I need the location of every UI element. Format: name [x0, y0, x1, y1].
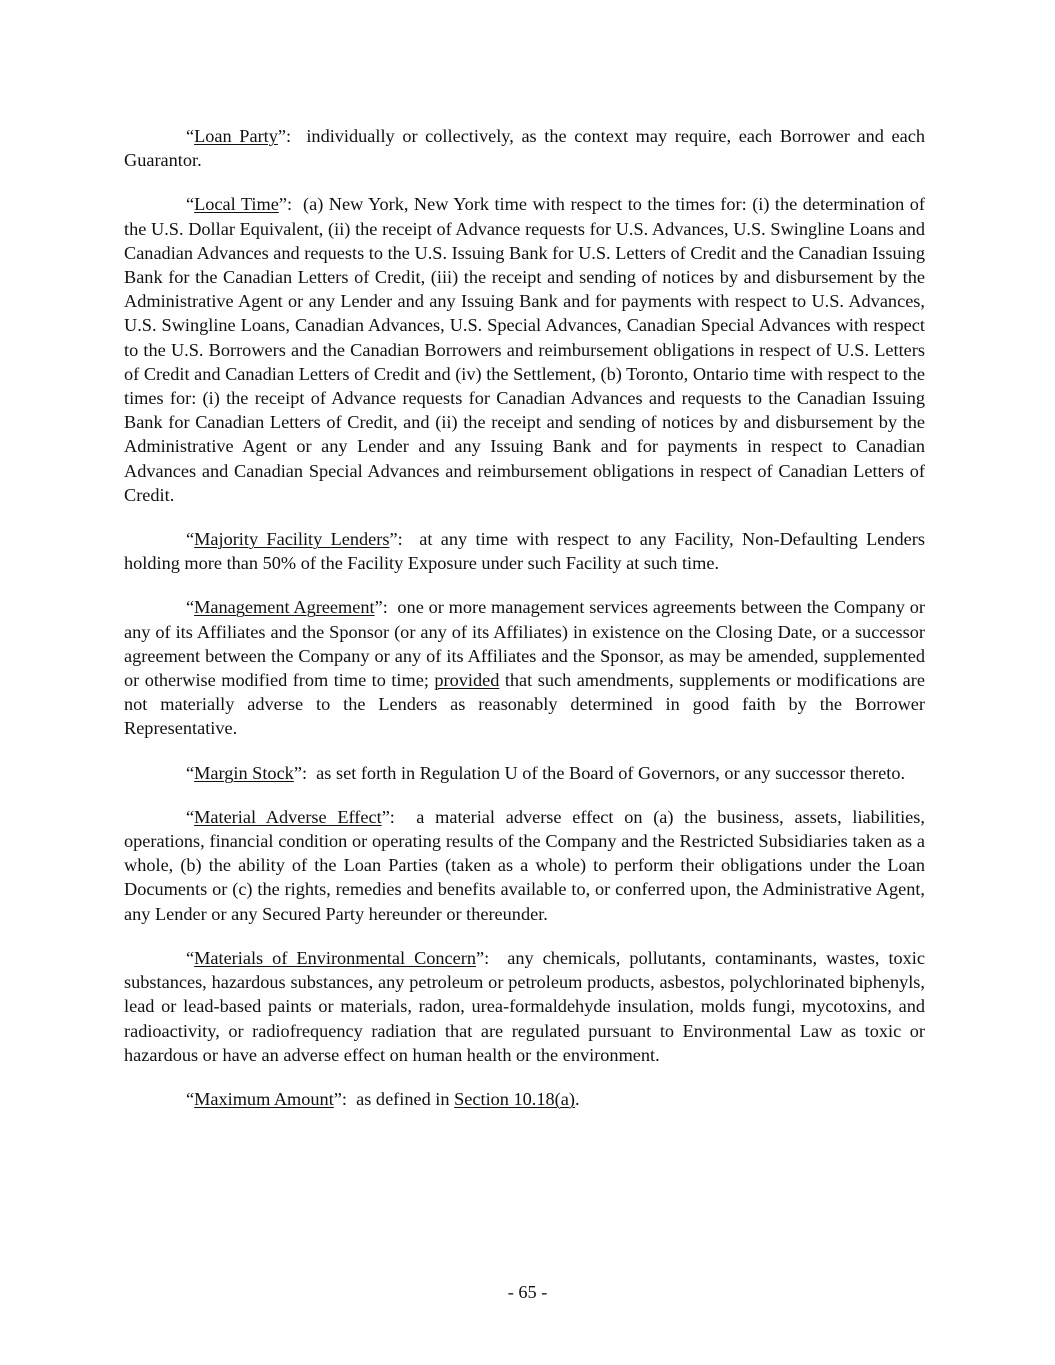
defined-term: Material Adverse Effect: [194, 806, 382, 827]
definition-text: as defined in: [356, 1088, 455, 1109]
definition-text: (a) New York, New York time with respect to the times for: (i) the determination of the U.S. Dollar Equivalent, (ii) the receipt of Advance requests for U.S. Advances, U.S. Swingline Loans and Canadian Advances and requests to the U.S. Issuing Bank for U.S. Letters of Credit and the Canadian Issuing Bank for the Canadian Letters of Credit, (iii) the receipt and sending of notices by and disbursement by the Administrative Agent or any Lender and any Issuing Bank and for payments with respect to U.S. Advances, U.S. Swingline Loans, Canadian Advances, U.S. Special Advances, Canadian Special Advances with respect to the U.S. Borrowers and the Canadian Borrowers and reimbursement obligations in respect of U.S. Letters of Credit and Canadian Letters of Credit and (iv) the Settlement, (b) Toronto, Ontario time with respect to the times for: (i) the receipt of Advance requests for Canadian Advances and requests to the Canadian Issuing Bank for Canadian Letters of Credit, and (ii) the receipt and sending of notices by and disbursement by the Administrative Agent or any Lender and any Issuing Bank and for payments in respect to Canadian Advances and Canadian Special Advances and reimbursement obligations in respect of Canadian Letters of Credit.: [124, 194, 925, 505]
definition-text: one or more management services agreements between the Company or any of its Affiliates and the Sponsor (or any of its Affiliates) in existence on the Closing Date, or a successor agreement between the Company or any of its Affiliates and the Sponsor, as may be amended, supplemented or otherwise modified from time to time;: [124, 597, 925, 691]
document-body: [124, 124, 925, 1131]
defined-term: Margin Stock: [194, 762, 294, 783]
definition-maximum-amount: “Maximum Amount”: as defined in Section 10.18(a).: [186, 1088, 580, 1109]
section-reference: Section 10.18(a): [454, 1088, 575, 1109]
definition-text: as set forth in Regulation U of the Board of Governors, or any successor thereto.: [316, 762, 906, 783]
definition-materials-of-environmental-concern: “Materials of Environmental Concern”: any chemicals, pollutants, contaminants, wastes, toxic substances, hazardous substances, any petroleum or petroleum products, asbestos, polychlorinated biphenyls, lead or lead-based paints or materials, radon, urea-formaldehyde insulation, molds fungi, mycotoxins, and radioactivity, or radiofrequency radiation that are regulated pursuant to Environmental Law as toxic or hazardous or have an adverse effect on human health or the environment.: [124, 947, 925, 1065]
defined-term: Local Time: [194, 194, 279, 215]
defined-term: Loan Party: [194, 126, 278, 146]
definition-local-time: “Local Time”: (a) New York, New York time with respect to the times for: (i) the determination of the U.S. Dollar Equivalent, (ii) the receipt of Advance requests for U.S. Advances, U.S. Swingline Loans and Canadian Advances and requests to the U.S. Issuing Bank for U.S. Letters of Credit and the Canadian Issuing Bank for the Canadian Letters of Credit, (iii) the receipt and sending of notices by and disbursement by the Administrative Agent or any Lender and any Issuing Bank and for payments with respect to U.S. Advances, U.S. Swingline Loans, Canadian Advances, U.S. Special Advances, Canadian Special Advances with respect to the U.S. Borrowers and the Canadian Borrowers and reimbursement obligations in respect of U.S. Letters of Credit and Canadian Letters of Credit and (iv) the Settlement, (b) Toronto, Ontario time with respect to the times for: (i) the receipt of Advance requests for Canadian Advances and requests to the Canadian Issuing Bank for Canadian Letters of Credit, and (ii) the receipt and sending of notices by and disbursement by the Administrative Agent or any Lender and any Issuing Bank and for payments in respect to Canadian Advances and Canadian Special Advances and reimbursement obligations in respect of Canadian Letters of Credit.: [124, 194, 925, 505]
definition-text: that such amendments, supplements or modifications are not materially adverse to the Lenders as reasonably determined in good faith by the Borrower Representative.: [124, 670, 925, 739]
provided-keyword: provided: [434, 670, 500, 691]
definition-management-agreement: “Management Agreement”: one or more management services agreements between the Company or any of its Affiliates and the Sponsor (or any of its Affiliates) in existence on the Closing Date, or a successor agreement between the Company or any of its Affiliates and the Sponsor, as may be amended, supplemented or otherwise modified from time to time; provided that such amendments, supplements or modifications are not materially adverse to the Lenders as reasonably determined in good faith by the Borrower Representative.: [124, 597, 925, 739]
definition-margin-stock: “Margin Stock”: as set forth in Regulation U of the Board of Governors, or any successor thereto.: [186, 762, 906, 783]
definition-loan-party: “Loan Party”: individually or collectively, as the context may require, each Borrower and each Guarantor.: [124, 126, 925, 171]
defined-term: Materials of Environmental Concern: [194, 947, 477, 968]
definition-text: a material adverse effect on (a) the business, assets, liabilities, operations, financial condition or operating results of the Company and the Restricted Subsidiaries taken as a whole, (b) the ability of the Loan Parties (taken as a whole) to perform their obligations under the Loan Documents or (c) the rights, remedies and benefits available to, or conferred upon, the Administrative Agent, any Lender or any Secured Party hereunder or thereunder.: [124, 806, 925, 924]
definition-text: at any time with respect to any Facility, Non-Defaulting Lenders holding more than 50% of the Facility Exposure under such Facility at such time.: [124, 529, 925, 574]
page-number: - 65 -: [507, 1282, 548, 1302]
definition-material-adverse-effect: “Material Adverse Effect”: a material adverse effect on (a) the business, assets, liabilities, operations, financial condition or operating results of the Company and the Restricted Subsidiaries taken as a whole, (b) the ability of the Loan Parties (taken as a whole) to perform their obligations under the Loan Documents or (c) the rights, remedies and benefits available to, or conferred upon, the Administrative Agent, any Lender or any Secured Party hereunder or thereunder.: [124, 806, 925, 924]
defined-term: Majority Facility Lenders: [194, 529, 390, 550]
definition-text: any chemicals, pollutants, contaminants, wastes, toxic substances, hazardous substances, any petroleum or petroleum products, asbestos, polychlorinated biphenyls, lead or lead-based paints or materials, radon, urea-formaldehyde insulation, molds fungi, mycotoxins, and radioactivity, or radiofrequency radiation that are regulated pursuant to Environmental Law as toxic or hazardous or have an adverse effect on human health or the environment.: [124, 947, 925, 1065]
defined-term: Management Agreement: [194, 597, 375, 618]
defined-term: Maximum Amount: [194, 1088, 334, 1109]
definition-text: .: [574, 1088, 580, 1109]
definition-text: individually or collectively, as the context may require, each Borrower and each Guarantor.: [124, 126, 925, 171]
definition-majority-facility-lenders: “Majority Facility Lenders”: at any time with respect to any Facility, Non-Defaulting Lenders holding more than 50% of the Facility Exposure under such Facility at such time.: [124, 529, 925, 574]
